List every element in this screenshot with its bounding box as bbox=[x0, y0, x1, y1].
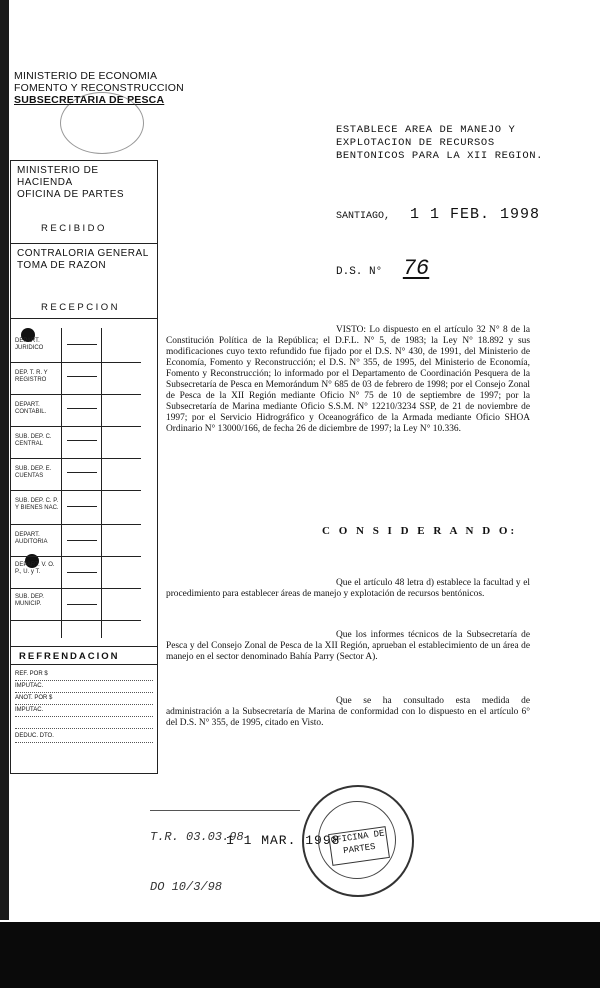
decree-number-line bbox=[336, 256, 429, 281]
considerando-paragraph-3: Que se ha consultado esta medida de administración a la Subsecretaría de Marina de conformidad con lo dispuesto en el artículo 6° del D.S. N° 355, de 1995, citado en Visto. bbox=[166, 696, 530, 728]
decree-number: 76 bbox=[402, 256, 430, 281]
visto-text: VISTO: Lo dispuesto en el artículo 32 N° 8 de la Constitución Política de la República; el D.F.L. N° 5, de 1983; la Ley N° 18.892 y sus modificaciones cuyo texto refundido fue fijado por el D.S. N° 430, de 1991, del Ministerio de Economía, Fomento y Reconstrucción; el D.S. N° 355, de 1995, del Ministerio de Economía, Fomento y Reconstrucción; lo informado por el Departamento de Coordinación Pesquera de la Subsecretaría de Pesca en Memorándum N° 685 de 03 de febrero de 1998; por el Consejo Zonal de Pesca de la XII Región mediante Oficio N° 75 de 10 de septiembre de 1997; por la Subsecretaría de Marina mediante Oficio S.S.M. N° 12210/3234 SSP, de 21 de noviembre de 1997; por el Servicio Hidrográfico y Oceanográfico de la Armada mediante Oficio SHOA Ordinario N° 13000/166, de fecha 26 de diciembre de 1997; la Ley N° 10.336. bbox=[166, 325, 530, 434]
considerando-paragraph-1: Que el artículo 48 letra d) establece la facultad y el procedimiento para establecer áreas de manejo y explotación de recursos bentónicos. bbox=[166, 578, 530, 599]
date-place: SANTIAGO, bbox=[336, 211, 391, 222]
scan-edge bbox=[0, 0, 9, 920]
routing-sidebar bbox=[10, 160, 158, 774]
routing-row-label: DEPART. AUDITORIA bbox=[15, 532, 48, 545]
date-line bbox=[336, 206, 540, 223]
handwritten-stamp-area bbox=[150, 810, 310, 895]
ministry-seal bbox=[60, 92, 144, 154]
contraloria-line-1: CONTRALORIA GENERAL bbox=[17, 248, 149, 259]
refrendacion-row: IMPUTAC. bbox=[15, 707, 153, 717]
refrendacion-row bbox=[15, 719, 153, 729]
routing-row-label: DEPART. V. O. P., U. y T. bbox=[15, 562, 55, 575]
decree-title: ESTABLECE AREA DE MANEJO Y EXPLOTACION DE RECURSOS BENTONICOS PARA LA XII REGION. bbox=[336, 124, 544, 162]
refrendacion-row: IMPUTAC. bbox=[15, 683, 153, 693]
received-date-stamp: 1 1 MAR. 1998 bbox=[226, 833, 341, 848]
routing-row-label: SUB. DEP. MUNICIP. bbox=[15, 594, 44, 607]
routing-row-label: SUB. DEP. C. P. Y BIENES NAC. bbox=[15, 498, 59, 511]
routing-row-label: DEPART. CONTABIL. bbox=[15, 402, 47, 415]
handwritten-date-1: T.R. 03.03.98 bbox=[150, 830, 244, 844]
hacienda-line-1: MINISTERIO DE HACIENDA bbox=[17, 165, 99, 188]
refrendacion-row: DEDUC. DTO. bbox=[15, 733, 153, 743]
considerando-paragraph-2: Que los informes técnicos de la Subsecretaría de Pesca y del Consejo Zonal de Pesca de la XII Región, aprueban el establecimiento de un área de manejo en el sector denominado Bahía Parry (Sector A). bbox=[166, 630, 530, 662]
scan-footer-band bbox=[0, 922, 600, 988]
ministry-line-1: MINISTERIO DE ECONOMIA bbox=[14, 70, 158, 82]
refrendacion-row: REF. POR $ bbox=[15, 671, 153, 681]
ministry-line-3: SUBSECRETARIA DE PESCA bbox=[14, 94, 165, 106]
routing-row-label: DEPART. JURIDICO bbox=[15, 338, 44, 351]
visto-paragraph bbox=[166, 325, 530, 435]
refrendacion-row: ANOT. POR $ bbox=[15, 695, 153, 705]
recepcion-label: RECEPCION bbox=[41, 302, 120, 313]
decree-label: D.S. N° bbox=[336, 266, 383, 278]
oficina-partes-stamp: OFICINA DE PARTES bbox=[328, 826, 390, 866]
routing-row-label: SUB. DEP. C. CENTRAL bbox=[15, 434, 52, 447]
refrendacion-title: REFRENDACION bbox=[11, 647, 157, 665]
refrendacion-section bbox=[11, 647, 157, 773]
considerando-heading: C O N S I D E R A N D O: bbox=[322, 525, 518, 537]
hacienda-line-2: OFICINA DE PARTES bbox=[17, 189, 125, 200]
recepcion-divider bbox=[11, 318, 157, 319]
contraloria-line-2: TOMA DE RAZON bbox=[17, 260, 107, 271]
hacienda-section bbox=[11, 161, 157, 244]
ministry-line-2: FOMENTO Y RECONSTRUCCION bbox=[14, 82, 184, 94]
handwritten-date-2: DO 10/3/98 bbox=[150, 880, 223, 894]
contraloria-section bbox=[11, 244, 157, 647]
date-stamp: 1 1 FEB. 1998 bbox=[410, 206, 541, 223]
routing-row-label: DEP. T. R. Y REGISTRO bbox=[15, 370, 48, 383]
recibido-label: RECIBIDO bbox=[41, 223, 107, 234]
routing-row-label: SUB. DEP. E. CUENTAS bbox=[15, 466, 52, 479]
